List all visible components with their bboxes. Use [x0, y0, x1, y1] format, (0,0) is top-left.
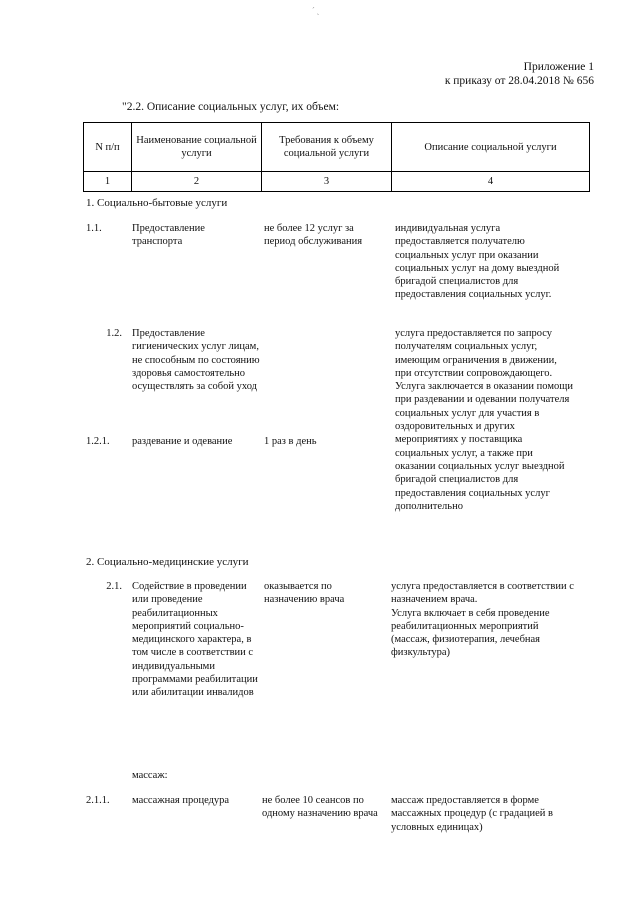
appendix-order-ref: к приказу от 28.04.2018 № 656: [444, 75, 594, 87]
appendix-header: [445, 60, 594, 88]
col-index-2: 2: [132, 172, 262, 192]
row-number: 1.1.: [86, 223, 102, 234]
row-number: 2.1.1.: [86, 795, 110, 806]
section-heading-1: 1. Социально-бытовые услуги: [86, 197, 228, 209]
service-name: массажная процедура: [132, 795, 230, 806]
col-header-description: Описание социальной услуги: [392, 123, 590, 172]
service-name: раздевание и одевание: [132, 436, 233, 447]
row-number: 1.2.1.: [86, 436, 110, 447]
service-subheading: массаж:: [132, 770, 168, 781]
service-description: услуга предоставляется по запросу получателям социальных услуг, имеющим ограничения в движении, при отсутствии сопровождающего. Услуга заключается в оказании помощи при раздевании и одевании получателя социальных услуг для участия в оздоровительных и других мероприятиях у поставщика социальных услуг, а также при оказании социальных услуг выездной бригадой специалистов для предоставления социальных услуг дополнительно: [395, 328, 573, 512]
service-name: Предоставление гигиенических услуг лицам, не способным по состоянию здоровья самостоятельно осуществлять за собой уход: [132, 328, 260, 393]
section-intro: "2.2. Описание социальных услуг, их объем:: [122, 101, 340, 113]
service-requirement: не более 12 услуг за период обслуживания: [264, 223, 363, 248]
service-description: массаж предоставляется в форме массажных процедур (с градацией в условных единицах): [391, 795, 553, 833]
row-number: 1.2.: [106, 328, 122, 339]
service-requirement: оказывается по назначению врача: [264, 581, 345, 606]
col-index-3: 3: [262, 172, 392, 192]
service-description: услуга предоставляется в соответствии с назначением врача. Услуга включает в себя проведение реабилитационных мероприятий (массаж, физиотерапия, лечебная физкультура): [391, 581, 574, 659]
service-description: индивидуальная услуга предоставляется получателю социальных услуг при оказании социальных услуг на дому выездной бригадой специалистов для предоставления социальных услуг.: [395, 223, 560, 301]
service-requirement: 1 раз в день: [264, 436, 317, 447]
appendix-title: Приложение 1: [523, 61, 594, 73]
col-header-number: N п/п: [84, 123, 132, 172]
col-header-name: Наименование социальной услуги: [132, 123, 262, 172]
services-table-header: [83, 122, 590, 192]
col-index-4: 4: [392, 172, 590, 192]
service-requirement: не более 10 сеансов по одному назначению врача: [262, 795, 378, 820]
section-heading-2: 2. Социально-медицинские услуги: [86, 556, 249, 568]
scan-artifact: ˊ ˏ: [312, 6, 320, 15]
row-number: 2.1.: [106, 581, 122, 592]
service-name: Предоставление транспорта: [132, 223, 205, 248]
service-name: Содействие в проведении или проведение реабилитационных мероприятий социально-медицинского характера, в том числе в соответствии с индивидуальными программами реабилитации или абилитации инвалидов: [132, 581, 258, 699]
col-index-1: 1: [84, 172, 132, 192]
col-header-requirements: Требования к объему социальной услуги: [262, 123, 392, 172]
